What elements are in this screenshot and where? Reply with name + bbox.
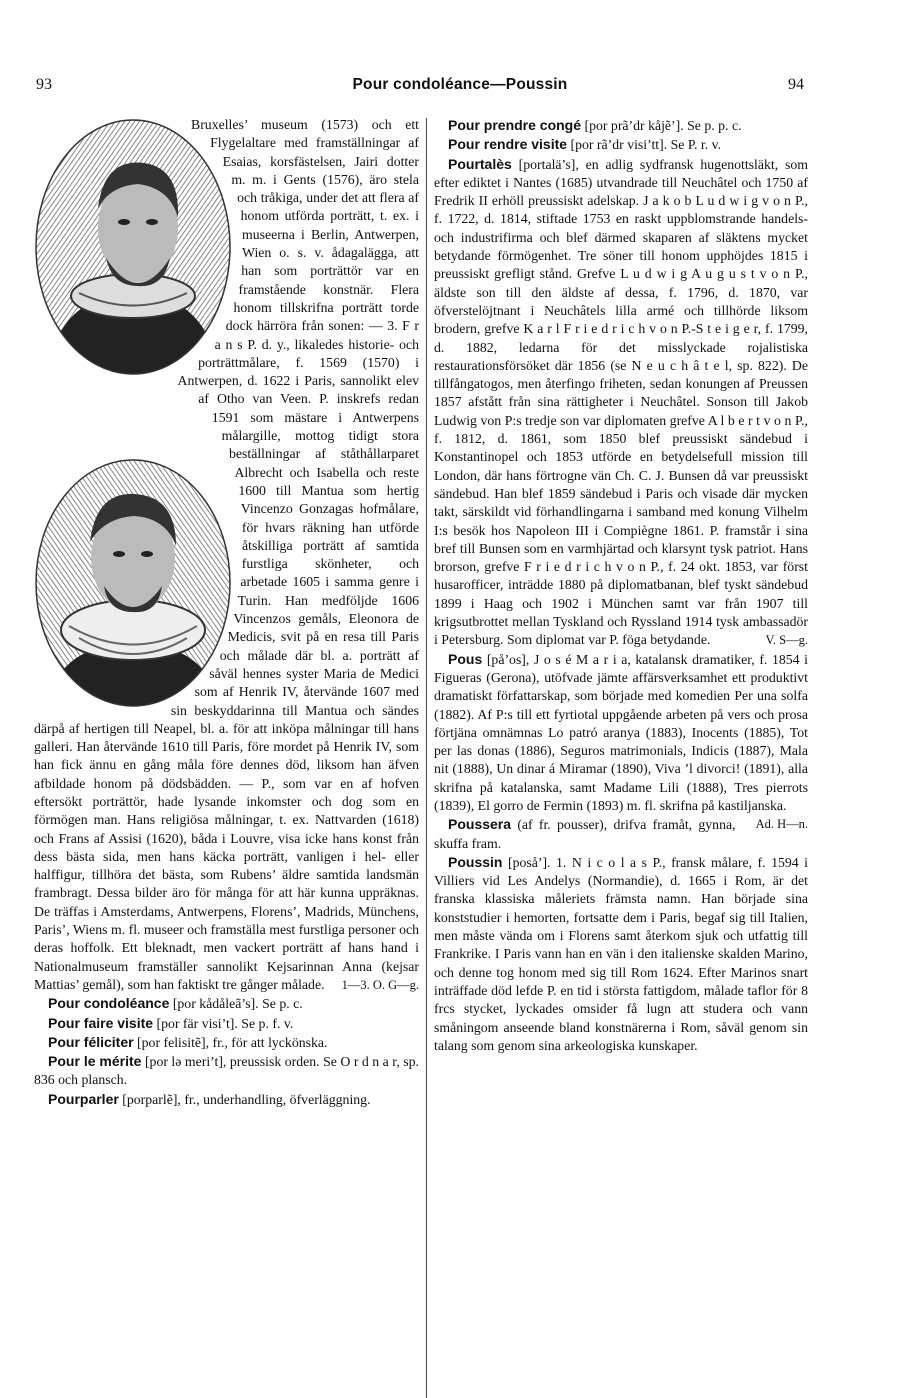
entry-pour-prendre-conge: Pour prendre congé [por prã’dr kåjẽ’]. Se p. p. c.: [448, 117, 742, 133]
entry-pour-rendre-visite: Pour rendre visite [por rã’dr visi’tt]. Se P. r. v.: [448, 136, 722, 153]
headword: Pous: [448, 650, 483, 667]
portrait-younger-pourbus: [34, 458, 232, 708]
entry-poussin: Poussin [poså’]. 1. N i c o l a s P., fransk målare, f. 1594 i Villiers vid Les Andelys (Normandie), d. 1665 i Rom, är det franska klassiska måleriets främsta namn. Han började sina konststudier i hemorten, fortsatte dem i Paris, begaf sig till Italien, men måste vända om i Florens samt återkom sjuk och utfattig till Frankrike. I Paris vann han en vän i den italienske skalden Marino, och denne tog honom med sig till Rom 1624. Efter Marinos snart inträffade död lefde P. en tid i största fattigdom, målade taflor för 8 frcs stycket, lyckades omsider få lugn att studera och vann småningom anseende bland konstnärerna i Rom, såväl genom sin talang som genom sina arkeologiska kunskaper.: [434, 853, 809, 1053]
entry-pour-le-merite: Pour le mérite [por lə meri’t], preussisk orden. Se O r d n a r, sp. 836 och plansch.: [34, 1053, 419, 1088]
running-title: Pour condoléance—Poussin: [352, 76, 568, 93]
headword: Pour faire visite: [48, 1014, 154, 1031]
entry-poussera: Poussera (af fr. pousser), drifva framåt, gynna, skuffa fram.: [434, 816, 736, 851]
headword: Pour le mérite: [48, 1053, 142, 1070]
left-column: [34, 116, 419, 1109]
entry-pour-condoleance: Pour condoléance [por kådåleã’s]. Se p. c.: [48, 995, 303, 1012]
headword: Pour prendre congé: [448, 117, 582, 133]
signature: Ad. H—n.: [755, 817, 808, 832]
page-number-right: 94: [788, 76, 804, 93]
entry-pous: Pous [på’os], J o s é M a r i a, katalansk dramatiker, f. 1854 i Figueras (Gerona), utöfvade jämte affärsverksamhet ett produktivt dramatiskt författarskap, som började med komedien Per una solfa (1882). Af P:s till ett fyrtiotal uppgående arbeten på vers och prosa förtjäna omnämnas Lo patró aranya (1883), Inocents (1885), Tot per las donas (1886), Seguros matrimonials, Indicis (1887), Mala nit (1888), Un dinar á Miramar (1890), Viva ’l divorci! (1891), alla skrifna på katalanska, samt Madame Lili (1888), Tres pierrots (1839), El gorro de Fermin (1893) m. fl. skrifna på kastiljanska. Ad. H—n.: [434, 650, 808, 816]
pourbus-article: Bruxelles’ museum (1573) och ett Flygelaltare med framställningar af Esaias, korsfästelsen, Jairi dotter m. m. i Gents (1576), äro stela och tråkiga, under det att flera af honom utförda porträtt, t. ex. i museerna i Berlin, Antwerpen, Wien o. s. v. ådagalägga, att han som porträttör var en framstående konstnär. Flera honom tillskrifna porträtt torde dock härröra från sonen: — 3. F r a n s P. d. y., likaledes historie- och porträttmålare, f. 1569 (1570) i Antwerpen, d. 1622 i Paris, sannolikt elev af Otho van Veen. P. inskrefs redan 1591 som mästare i Antwerpens målargille, mottog tidigt stora beställningar af ståthållarparet Albrecht och Isabella och reste 1600 till Mantua som hertig Vincenzo Gonzagas hofmålare, för hvars räkning han utförde åtskilliga porträtt af samtida furstliga skönheter, och arbetade 1605 i samma genre i Turin. Han medföljde 1606 Vincenzos gemåls, Eleonora de Medicis, svit på en resa till Paris och målade där bl. a. porträtt af såväl hennes syster Maria de Medici som af Henrik IV, återvände 1607 med sin beskyddarinna till Mantua och sändes därpå af hertigen till Neapel, bl. a. för att inköpa målningar till hans galleri. Han återvände 1610 till Paris, före mordet på Henrik IV, som han fick ännu en gång måla före dennes död, liksom han äfven afbildade honom på dödsbädden. — P., som var en af hofven eftersökt porträttör, hade lysande inkomster och dog som en förmögen man. Hans religiösa målningar, t. ex. Nattvarden (1618) och Frans af Assisi (1620), båda i Louvre, visa icke hans konst från dess bästa sida, men hans käcka porträtt, vanligen i hel- eller halffigur, tillhöra det bästa, som Rubens’ äldre samtida landsmän frambragt. Dessa bilder äro för många för att här kunna uppräknas. De träffas i Amsterdams, Antwerpens, Florens’, Madrids, Münchens, Paris’, Wiens m. fl. museer och framställa mest furstliga personer och deras hoffolk. Ett bleknadt, men vackert porträtt af hans hand i Nationalmuseum framställer sannolikt Kejsarinnan Anna (kejsar Mattias’ gemål), som han faktiskt tre gånger målade. 1—3. O. G—g.: [34, 116, 419, 994]
entry-pourtales: Pourtalès [portalä’s], en adlig sydfransk hugenottsläkt, som efter ediktet i Nantes (1685) utvandrade till Neuchâtel och 1750 af Fredrik II erhöll preussiskt adelskap. J a k o b L u d w i g v o n P., f. 1722, d. 1814, stiftade 1753 en raskt uppblomstrande handels- och industrifirma och blef därmed skaparen af släktens mycket betydande förmögenhet. Tre söner till honom upphöjdes 1815 i preussiskt grefligt stånd. Grefve L u d w i g A u g u s t v o n P., äldste son till den äldste af dessa, f. 1796, d. 1870, var öfverstelöjtnant i Neuchâtels lilla armé och tillhörde liksom brodern, grefve K a r l F r i e d r i c h v o n P.-S t e i g e r, f. 1799, d. 1882, ledarna för det misslyckade rojalistiska restaurationsförsöket där 1856 (se N e u c h â t e l, sp. 822). De tillfångatogos, men återfingo friheten, sedan konungen af Preussen 1857 afstått från sina rättigheter i Neuchâtel. Sonson till Jakob Ludwig von P:s tredje son var diplomaten grefve A l b e r t v o n P., f. 1812, d. 1861, som 1850 blef preussiskt sändebud i Konstantinopel och 1853 utförde en betydelsefull mission till London, där hans förtrogne vän Ch. C. J. Bunsen då var preussiskt sändebud. Han blef 1859 sändebud i Paris och visade där mycken takt, särskildt vid förhandlingarna i samband med konung Vilhelm I:s besök hos Napoleon III i Compiègne 1861. P. framstår i sina bref till Bunsen som en varmhjärtad och klarsynt tysk patriot. Hans brorson, grefve F r i e d r i c h v o n P., f. 24 okt. 1853, var först husarofficer, inträdde 1880 på diplomatbanan, blef tyskt sändebud 1899 i Haag och 1902 i München samt var från 1907 till krigsutbrottet mellan Tyskland och Ryssland 1914 tysk ambassadör i Petersburg. Som diplomat var P. föga betydande. V. S—g.: [434, 155, 808, 650]
page-number-left: 93: [36, 76, 52, 93]
headword: Pour rendre visite: [448, 136, 568, 153]
headword: Pour condoléance: [48, 995, 170, 1012]
headword: Pour féliciter: [48, 1033, 134, 1050]
signature: V. S—g.: [765, 633, 808, 648]
entry-pour-faire-visite: Pour faire visite [por fär visi’t]. Se p. f. v.: [48, 1014, 294, 1031]
headword: Pourtalès: [448, 155, 512, 172]
headword: Poussin: [448, 853, 503, 870]
right-column: [434, 116, 808, 1055]
column-divider: [426, 118, 427, 1398]
portrait-elder-pourbus: [34, 118, 232, 376]
headword: Pourparler: [48, 1090, 119, 1107]
signature: 1—3. O. G—g.: [341, 977, 419, 992]
headword: Poussera: [448, 816, 512, 833]
entry-pour-feliciter: Pour féliciter [por felisitẽ], fr., för att lyckönska.: [48, 1033, 328, 1050]
entry-pourparler: Pourparler [porparlẽ], fr., underhandling, öfverläggning.: [48, 1090, 371, 1107]
